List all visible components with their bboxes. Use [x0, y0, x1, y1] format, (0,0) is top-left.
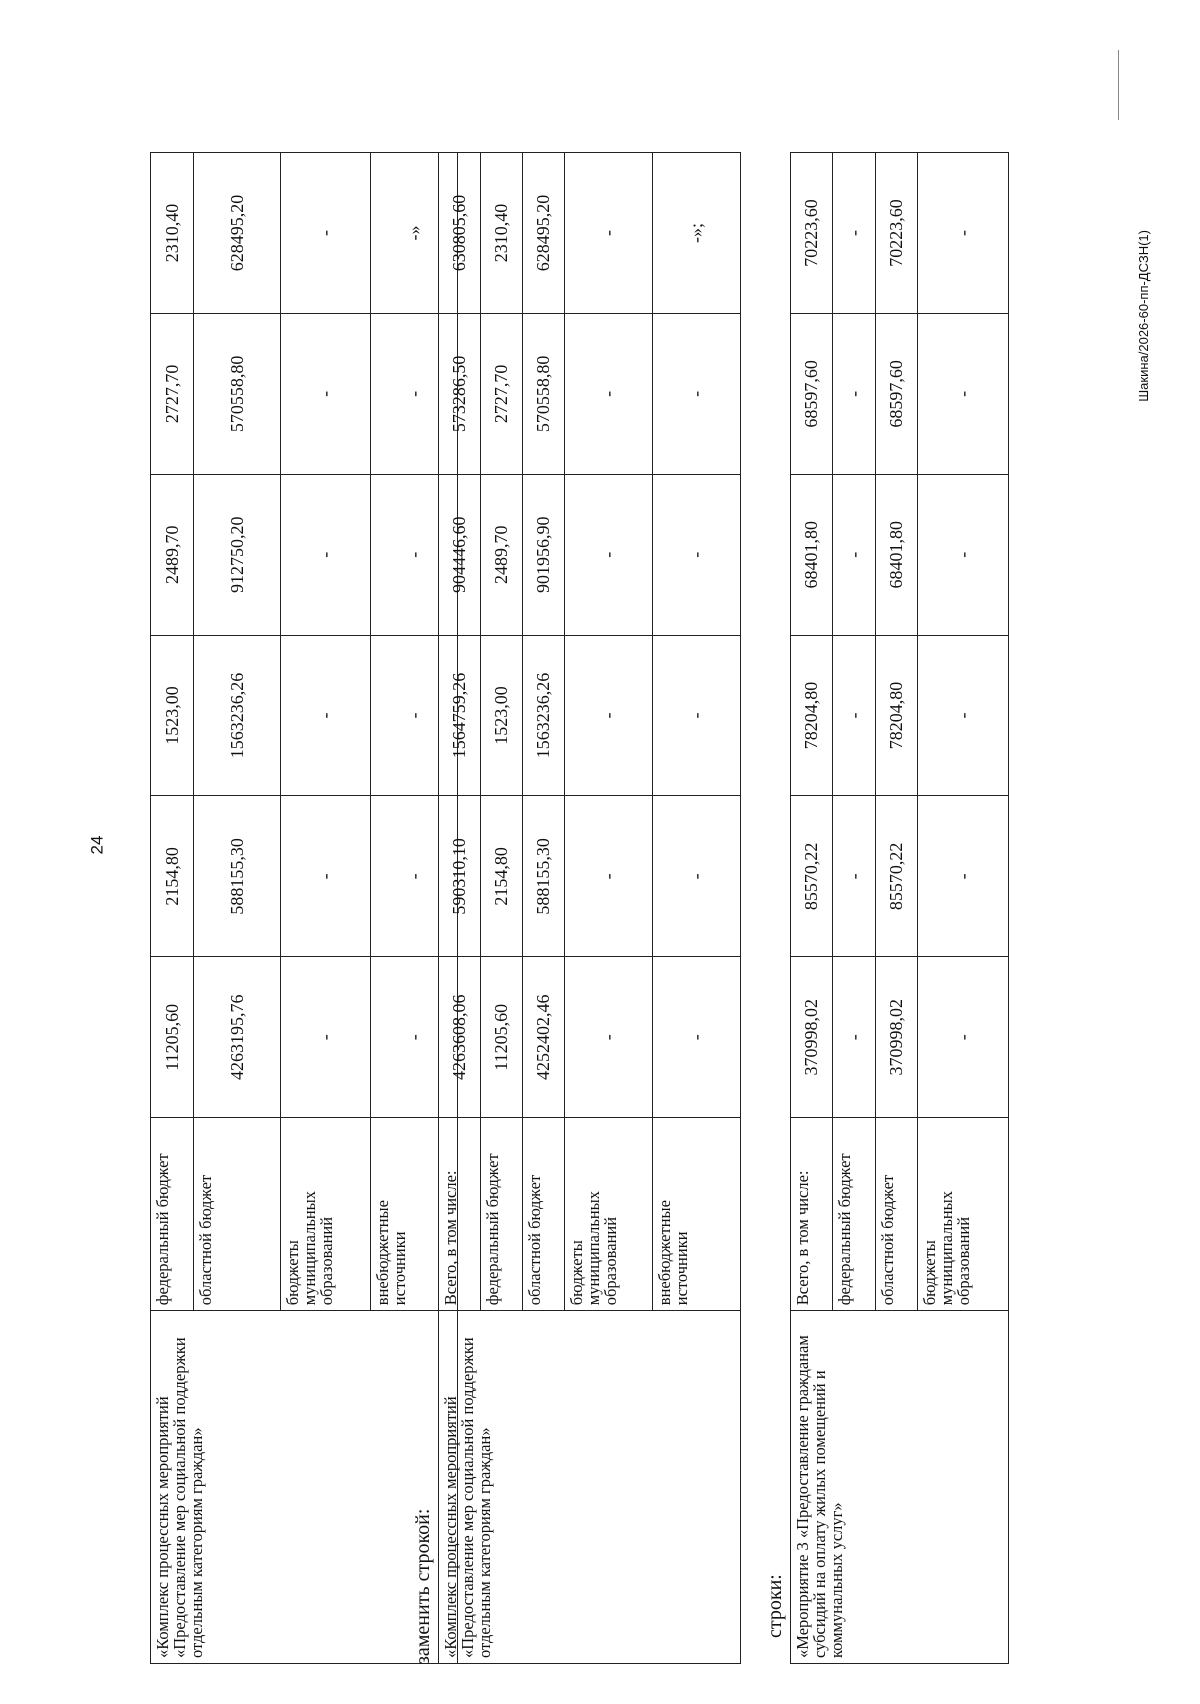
- amount-cell: 11205,60: [151, 957, 194, 1118]
- funding-source-cell: областной бюджет: [876, 1118, 918, 1311]
- funding-source-cell: бюджеты муниципальных образований: [281, 1118, 371, 1311]
- amount-cell: -: [565, 635, 653, 796]
- budget-table-replacement: [438, 152, 741, 1664]
- amount-cell: 628495,20: [194, 153, 281, 314]
- program-name-cell: «Комплекс процессных мероприятий «Предоставление мер социальной поддержки отдельным категориям граждан»: [151, 1311, 458, 1664]
- funding-source-cell: бюджеты муниципальных образований: [565, 1118, 653, 1311]
- amount-cell: 1563236,26: [523, 635, 565, 796]
- amount-cell: -: [281, 796, 371, 957]
- landscape-content: [150, 104, 1190, 1664]
- amount-cell: 78204,80: [876, 635, 918, 796]
- amount-cell: 904446,60: [439, 474, 481, 635]
- amount-cell: 2154,80: [151, 796, 194, 957]
- amount-cell: 912750,20: [194, 474, 281, 635]
- budget-table-original: [150, 152, 458, 1664]
- amount-cell: -: [565, 313, 653, 474]
- amount-cell: 2727,70: [481, 313, 523, 474]
- amount-cell: -: [565, 153, 653, 314]
- document-code: Шакина/2026-60-пп-ДСЗН(1): [1136, 230, 1151, 402]
- amount-cell: 68597,60: [791, 313, 833, 474]
- amount-cell: 1564759,26: [439, 635, 481, 796]
- amount-cell: -»;: [653, 153, 741, 314]
- amount-cell: -: [653, 957, 741, 1118]
- amount-cell: 1523,00: [151, 635, 194, 796]
- amount-cell: 85570,22: [791, 796, 833, 957]
- funding-source-cell: федеральный бюджет: [481, 1118, 523, 1311]
- amount-cell: -: [833, 153, 876, 314]
- table-row: [791, 153, 833, 1664]
- amount-cell: -: [918, 474, 1009, 635]
- table-row: [439, 153, 481, 1664]
- amount-cell: 630805,60: [439, 153, 481, 314]
- funding-source-cell: областной бюджет: [194, 1118, 281, 1311]
- amount-cell: 4263195,76: [194, 957, 281, 1118]
- amount-cell: -: [653, 796, 741, 957]
- amount-cell: -: [833, 635, 876, 796]
- amount-cell: 85570,22: [876, 796, 918, 957]
- funding-source-cell: внебюджетные источники: [653, 1118, 741, 1311]
- funding-source-cell: федеральный бюджет: [151, 1118, 194, 1311]
- amount-cell: -: [833, 313, 876, 474]
- amount-cell: -: [918, 796, 1009, 957]
- amount-cell: 68401,80: [791, 474, 833, 635]
- amount-cell: -: [281, 313, 371, 474]
- amount-cell: 68401,80: [876, 474, 918, 635]
- amount-cell: 4263608,06: [439, 957, 481, 1118]
- amount-cell: -: [653, 474, 741, 635]
- funding-source-cell: внебюджетные источники: [371, 1118, 458, 1311]
- amount-cell: -: [565, 474, 653, 635]
- amount-cell: 2154,80: [481, 796, 523, 957]
- amount-cell: 78204,80: [791, 635, 833, 796]
- funding-source-cell: областной бюджет: [523, 1118, 565, 1311]
- funding-source-cell: федеральный бюджет: [833, 1118, 876, 1311]
- funding-source-cell: Всего, в том числе:: [439, 1118, 481, 1311]
- amount-cell: -: [371, 474, 458, 635]
- funding-source-cell: бюджеты муниципальных образований: [918, 1118, 1009, 1311]
- amount-cell: 370998,02: [791, 957, 833, 1118]
- amount-cell: -: [918, 635, 1009, 796]
- amount-cell: -: [653, 635, 741, 796]
- amount-cell: 570558,80: [523, 313, 565, 474]
- amount-cell: 11205,60: [481, 957, 523, 1118]
- amount-cell: 588155,30: [523, 796, 565, 957]
- amount-cell: -: [371, 957, 458, 1118]
- amount-cell: -: [371, 796, 458, 957]
- replace-with-label: заменить строкой:: [412, 1508, 434, 1664]
- amount-cell: 1523,00: [481, 635, 523, 796]
- amount-cell: 1563236,26: [194, 635, 281, 796]
- amount-cell: -: [833, 957, 876, 1118]
- budget-table-measure-3: [790, 152, 1009, 1664]
- amount-cell: -: [833, 474, 876, 635]
- amount-cell: 2310,40: [151, 153, 194, 314]
- amount-cell: 70223,60: [876, 153, 918, 314]
- amount-cell: -: [833, 796, 876, 957]
- amount-cell: 2489,70: [151, 474, 194, 635]
- program-name-cell: «Комплекс процессных мероприятий «Предоставление мер социальной поддержки отдельным категориям граждан»: [439, 1311, 741, 1664]
- amount-cell: -: [281, 635, 371, 796]
- table-row: [151, 153, 194, 1664]
- amount-cell: 901956,90: [523, 474, 565, 635]
- amount-cell: 370998,02: [876, 957, 918, 1118]
- amount-cell: -: [565, 796, 653, 957]
- amount-cell: -: [371, 313, 458, 474]
- amount-cell: 590310,10: [439, 796, 481, 957]
- amount-cell: 2489,70: [481, 474, 523, 635]
- funding-source-cell: Всего, в том числе:: [791, 1118, 833, 1311]
- amount-cell: 573286,50: [439, 313, 481, 474]
- amount-cell: -: [918, 153, 1009, 314]
- amount-cell: -: [565, 957, 653, 1118]
- amount-cell: 628495,20: [523, 153, 565, 314]
- amount-cell: 4252402,46: [523, 957, 565, 1118]
- amount-cell: -: [653, 313, 741, 474]
- page-number: 24: [87, 835, 107, 855]
- amount-cell: -: [918, 957, 1009, 1118]
- amount-cell: 2310,40: [481, 153, 523, 314]
- amount-cell: 588155,30: [194, 796, 281, 957]
- amount-cell: -: [281, 153, 371, 314]
- amount-cell: -»: [371, 153, 458, 314]
- amount-cell: -: [371, 635, 458, 796]
- amount-cell: -: [281, 474, 371, 635]
- rows-label: строки:: [764, 1574, 786, 1638]
- amount-cell: -: [281, 957, 371, 1118]
- amount-cell: 70223,60: [791, 153, 833, 314]
- amount-cell: 2727,70: [151, 313, 194, 474]
- amount-cell: -: [918, 313, 1009, 474]
- amount-cell: 68597,60: [876, 313, 918, 474]
- program-name-cell: «Мероприятие 3 «Предоставление гражданам субсидий на оплату жилых помещений и коммунальных услуг»: [791, 1311, 1009, 1664]
- amount-cell: 570558,80: [194, 313, 281, 474]
